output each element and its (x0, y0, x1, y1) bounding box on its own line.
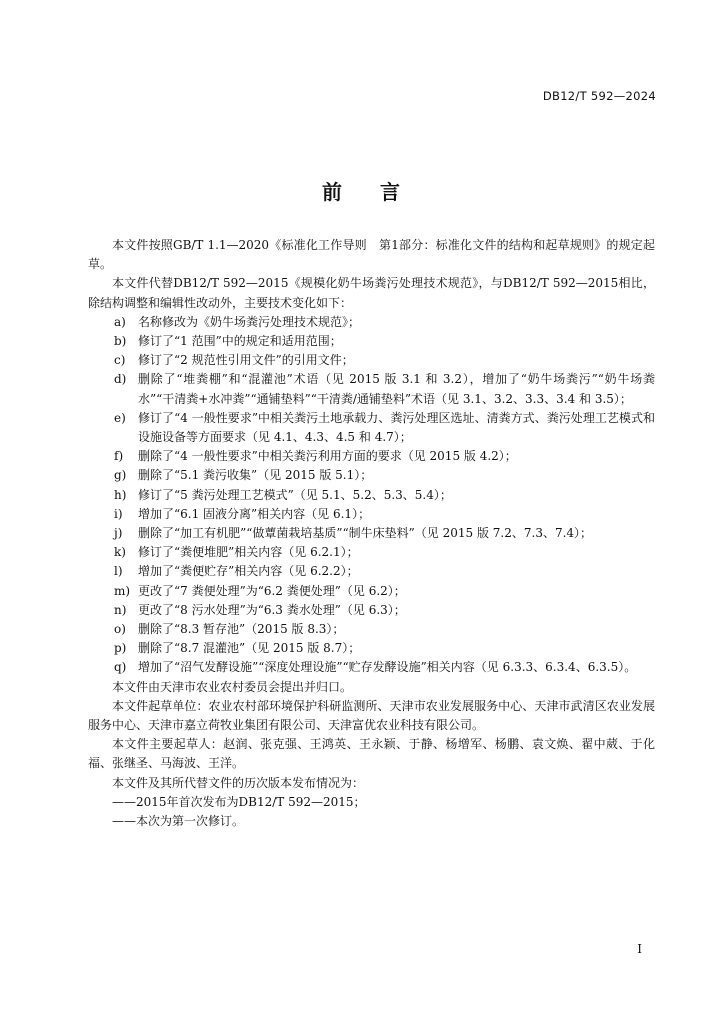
list-item-text: 修订了“5 粪污处理工艺模式”（见 5.1、5.2、5.3、5.4）； (138, 487, 452, 502)
list-marker: a) (114, 314, 126, 329)
change-list-item (88, 620, 655, 639)
list-marker: b) (114, 334, 127, 349)
history-item: ——本次为第一次修订。 (112, 814, 245, 829)
change-list-item (88, 601, 655, 620)
page-number: I (637, 942, 642, 956)
list-marker: p) (114, 641, 127, 656)
list-marker: m) (114, 583, 131, 598)
change-list-item (88, 543, 655, 562)
list-item-text: 修订了“粪便堆肥”相关内容（见 6.2.1）； (138, 545, 359, 560)
list-item-text: 更改了“8 污水处理”为“6.3 粪水处理”（见 6.3）； (138, 602, 406, 617)
list-item-text: 删除了“8.7 混灌池”（见 2015 版 8.7）； (138, 641, 361, 656)
list-item-text: 增加了“粪便贮存”相关内容（见 6.2.2）； (138, 564, 359, 579)
change-list-item (88, 524, 655, 543)
change-list-item (88, 658, 655, 677)
list-marker: e) (114, 410, 126, 425)
list-marker: h) (114, 487, 127, 502)
list-marker: g) (114, 468, 127, 483)
change-list-item (88, 409, 655, 447)
list-marker: q) (114, 660, 127, 675)
drafting-units-paragraph: 本文件起草单位：农业农村部环境保护科研监测所、天津市农业发展服务中心、天津市武清区农业发展服务中心、天津市嘉立荷牧业集团有限公司、天津富优农业科技有限公司。 (88, 698, 655, 733)
changes-list (88, 313, 655, 678)
list-item-text: 删除了“加工有机肥”“做蕈菌栽培基质”“制牛床垫料”（见 2015 版 7.2、7.3、7.4）； (138, 526, 593, 541)
list-item-text: 删除了“8.3 暂存池”（2015 版 8.3）； (138, 622, 345, 637)
change-list-item (88, 332, 655, 351)
list-marker: n) (114, 602, 127, 617)
list-item-text: 修订了“1 范围”中的规定和适用范围； (138, 334, 342, 349)
proposer-paragraph: 本文件由天津市农业农村委员会提出并归口。 (112, 679, 353, 694)
list-marker: l) (114, 564, 123, 579)
list-item-text: 更改了“7 粪便处理”为“6.2 粪便处理”（见 6.2）； (138, 583, 406, 598)
list-marker: f) (114, 449, 124, 464)
list-marker: i) (114, 506, 123, 521)
list-marker: c) (114, 353, 126, 368)
title-char-1: 前 (322, 180, 344, 204)
change-list-item (88, 582, 655, 601)
drafting-rule-paragraph: 本文件按照GB/T 1.1—2020《标准化工作导则 第1部分：标准化文件的结构和起草规则》的规定起草。 (88, 238, 655, 272)
list-item-text: 删除了“堆粪棚”和“混灌池”术语（见 2015 版 3.1 和 3.2），增加了“奶牛场粪污”“奶牛场粪水”“干清粪+水冲粪”“通铺垫料”“干清粪/通铺垫料”术语（见 3.1、3.2、3.3、3.4 和 3.5）； (138, 372, 655, 406)
change-list-item (88, 313, 655, 332)
list-marker: d) (114, 372, 127, 387)
change-list-item (88, 562, 655, 581)
drafters-paragraph: 本文件主要起草人：赵润、张克强、王鸿英、王永颖、于静、杨增军、杨鹏、袁文焕、翟中葳、于化福、张继圣、马海波、王洋。 (88, 737, 655, 771)
list-item-text: 增加了“沼气发酵设施”“深度处理设施”“贮存发酵设施”相关内容（见 6.3.3、6.3.4、6.3.5）。 (138, 660, 637, 675)
document-code: DB12/T 592—2024 (542, 89, 656, 103)
list-marker: k) (114, 545, 126, 560)
history-intro-paragraph: 本文件及其所代替文件的历次版本发布情况为： (112, 775, 365, 790)
history-item: ——2015年首次发布为DB12/T 592—2015； (112, 794, 366, 809)
list-item-text: 修订了“4 一般性要求”中相关粪污土地承载力、粪污处理区选址、清粪方式、粪污处理工艺模式和设施设备等方面要求（见 4.1、4.3、4.5 和 4.7）； (138, 410, 655, 445)
change-list-item (88, 447, 655, 466)
page-title (0, 176, 724, 205)
list-marker: o) (114, 622, 126, 637)
list-item-text: 删除了“5.1 粪污收集”（见 2015 版 5.1）； (138, 468, 373, 483)
change-list-item (88, 370, 655, 408)
list-item-text: 名称修改为《奶牛场粪污处理技术规范》； (138, 314, 361, 329)
list-item-text: 增加了“6.1 固液分离”相关内容（见 6.1）； (138, 506, 371, 521)
change-list-item (88, 466, 655, 485)
replacement-paragraph: 本文件代替DB12/T 592—2015《规模化奶牛场粪污处理技术规范》，与DB12/T 592—2015相比，除结构调整和编辑性改动外，主要技术变化如下： (88, 276, 655, 310)
list-item-text: 修订了“2 规范性引用文件”的引用文件； (138, 353, 354, 368)
change-list-item (88, 486, 655, 505)
foreword-body (88, 236, 655, 831)
list-item-text: 删除了“4 一般性要求”中相关粪污利用方面的要求（见 2015 版 4.2）； (138, 449, 517, 464)
title-char-2: 言 (380, 180, 402, 204)
change-list-item (88, 505, 655, 524)
change-list-item (88, 639, 655, 658)
change-list-item (88, 351, 655, 370)
list-marker: j) (114, 526, 123, 541)
